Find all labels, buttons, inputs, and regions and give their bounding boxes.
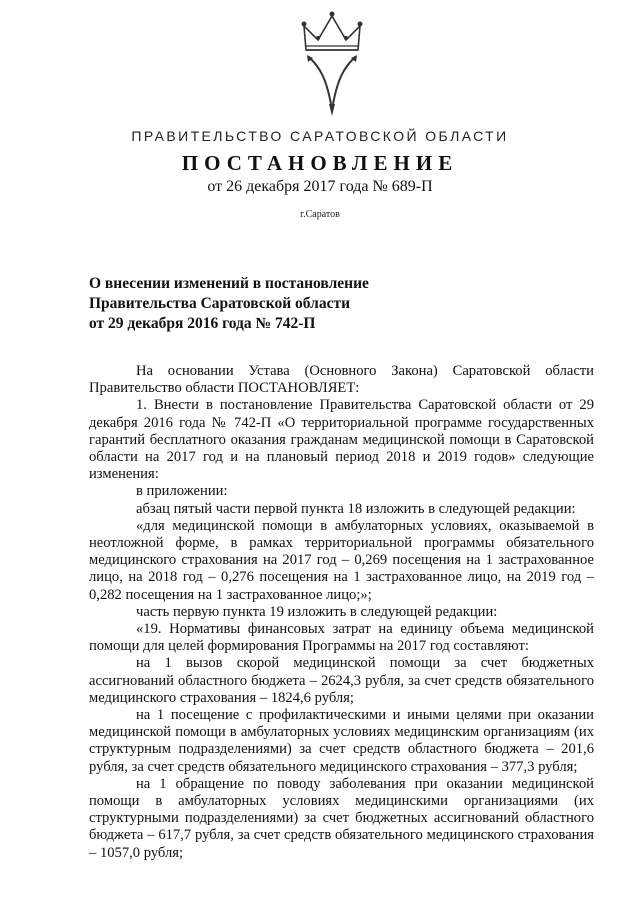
subject-line: Правительства Саратовской области <box>89 295 350 312</box>
subject-line: от 29 декабря 2016 года № 742-П <box>89 315 316 332</box>
crown-emblem-icon <box>296 8 368 120</box>
paragraph: в приложении: <box>136 483 228 500</box>
document-date-number: от 26 декабря 2017 года № 689-П <box>207 178 433 195</box>
paragraph: на 1 обращение по поводу заболевания при оказании медицинской помощи в амбулаторных условиях медицинскими организациями (их структурными подразделениями) за счет бюджетных ассигнований областного бюджета – 617,7 рубля, за счет средств обязательного медицинского страхования – 1057,0 рубля; <box>89 775 594 861</box>
paragraph: «19. Нормативы финансовых затрат на единицу объема медицинской помощи для целей формирования Программы на 2017 год составляют: <box>89 621 594 655</box>
document-body <box>89 363 594 862</box>
paragraph: 1. Внести в постановление Правительства Саратовской области от 29 декабря 2016 года № 742-П «О территориальной программе государственных гарантий бесплатного оказания гражданам медицинской помощи в Саратовской области на 2017 год и на плановый период 2018 и 2019 годов» следующие изменения: <box>89 397 594 483</box>
paragraph: абзац пятый части первой пункта 18 изложить в следующей редакции: <box>136 500 576 517</box>
document-city: г.Саратов <box>300 209 340 220</box>
paragraph: часть первую пункта 19 изложить в следующей редакции: <box>136 603 498 620</box>
paragraph: на 1 вызов скорой медицинской помощи за счет бюджетных ассигнований областного бюджета – 2624,3 рубля, за счет средств обязательного медицинского страхования – 1824,6 рубля; <box>89 655 594 706</box>
document-title: ПОСТАНОВЛЕНИЕ <box>181 151 459 175</box>
government-name: ПРАВИТЕЛЬСТВО САРАТОВСКОЙ ОБЛАСТИ <box>131 128 509 144</box>
paragraph: На основании Устава (Основного Закона) Саратовской области Правительство области ПОСТАНОВЛЯЕТ: <box>89 363 594 397</box>
subject-line: О внесении изменений в постановление <box>89 275 369 292</box>
paragraph: «для медицинской помощи в амбулаторных условиях, оказываемой в неотложной форме, в рамках территориальной программы обязательного медицинского страхования на 2017 год – 0,269 посещения на 1 застрахованное лицо, на 2018 год – 0,276 посещения на 1 застрахованное лицо, на 2019 год – 0,282 посещения на 1 застрахованное лицо;»; <box>89 517 594 603</box>
paragraph: на 1 посещение с профилактическими и иными целями при оказании медицинской помощи в амбулаторных условиях медицинским организациям (их структурным подразделениями) за счет средств областного бюджета – 201,6 рубля, за счет средств обязательного медицинского страхования – 377,3 рубля; <box>89 707 594 775</box>
document-subject <box>89 274 509 334</box>
